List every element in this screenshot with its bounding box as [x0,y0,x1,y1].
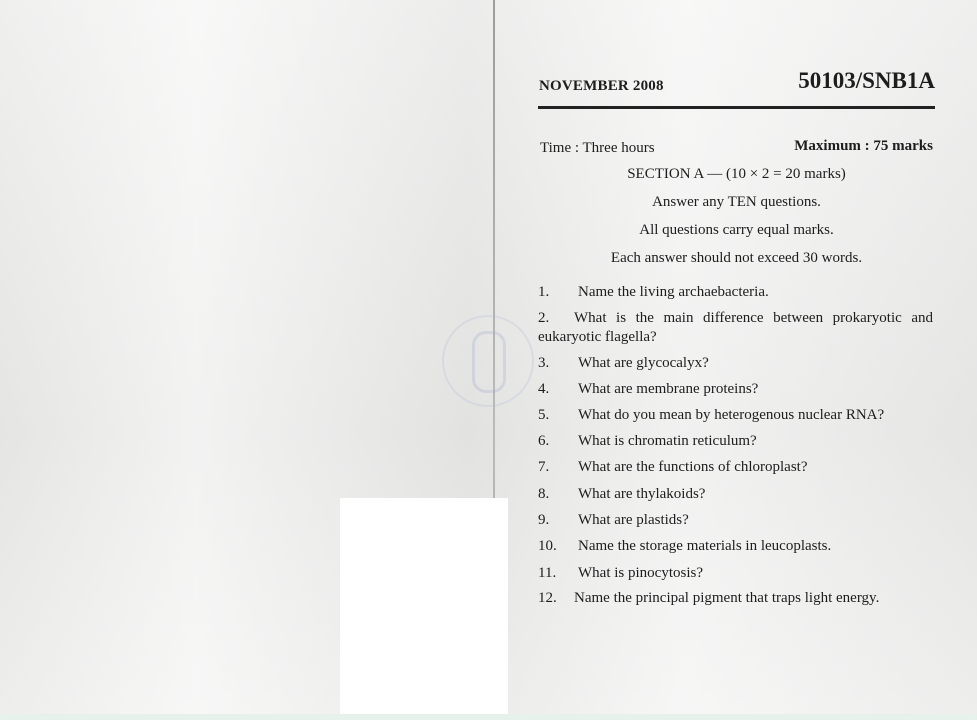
question-item [538,537,933,556]
question-number: 8. [538,486,550,502]
question-text: What are the functions of chloroplast? [578,459,808,475]
question-text: Name the storage materials in leucoplasts. [578,538,832,554]
question-item [538,309,933,347]
watermark-seal [442,315,534,407]
question-number: 5. [538,407,550,423]
question-number: 12. [538,590,557,606]
exam-time: Time : Three hours [540,140,655,156]
question-item [538,511,933,530]
question-text: What are glycocalyx? [578,355,709,371]
question-number: 7. [538,459,550,475]
question-text: What are membrane proteins? [578,381,759,397]
question-number: 10. [538,538,557,554]
question-item [538,380,933,399]
question-text: Name the living archaebacteria. [578,284,769,300]
section-heading: SECTION A — (10 × 2 = 20 marks) [627,166,846,182]
question-number: 2. [538,310,550,326]
question-item [538,354,933,373]
question-number: 4. [538,381,550,397]
instruction-1: Answer any TEN questions. [652,194,821,210]
question-item [538,432,933,451]
question-text: What do you mean by heterogenous nuclear RNA? [578,407,885,423]
question-text: What is pinocytosis? [578,565,703,581]
instruction-2: All questions carry equal marks. [639,222,834,238]
question-text: What are plastids? [578,512,689,528]
question-text: What are thylakoids? [578,486,706,502]
question-number: 3. [538,355,550,371]
exam-date: NOVEMBER 2008 [539,78,664,94]
question-item [538,458,933,477]
paper-code: 50103/SNB1A [798,68,935,93]
question-number: 9. [538,512,550,528]
instruction-3: Each answer should not exceed 30 words. [610,250,863,266]
question-item [538,283,933,302]
question-text: Name the principal pigment that traps light energy. [574,590,880,606]
question-item [538,589,933,608]
question-item [538,406,933,425]
max-marks: Maximum : 75 marks [794,138,933,154]
question-number: 11. [538,565,557,581]
question-item [538,564,933,583]
question-item [538,485,933,504]
header-rule [538,106,935,109]
bottom-strip [0,714,977,720]
blank-patch [340,498,508,720]
question-text: What is chromatin reticulum? [578,433,757,449]
question-number: 6. [538,433,550,449]
question-text: What is the main difference between prokaryotic and eukaryotic flagella? [538,310,933,345]
question-number: 1. [538,284,550,300]
